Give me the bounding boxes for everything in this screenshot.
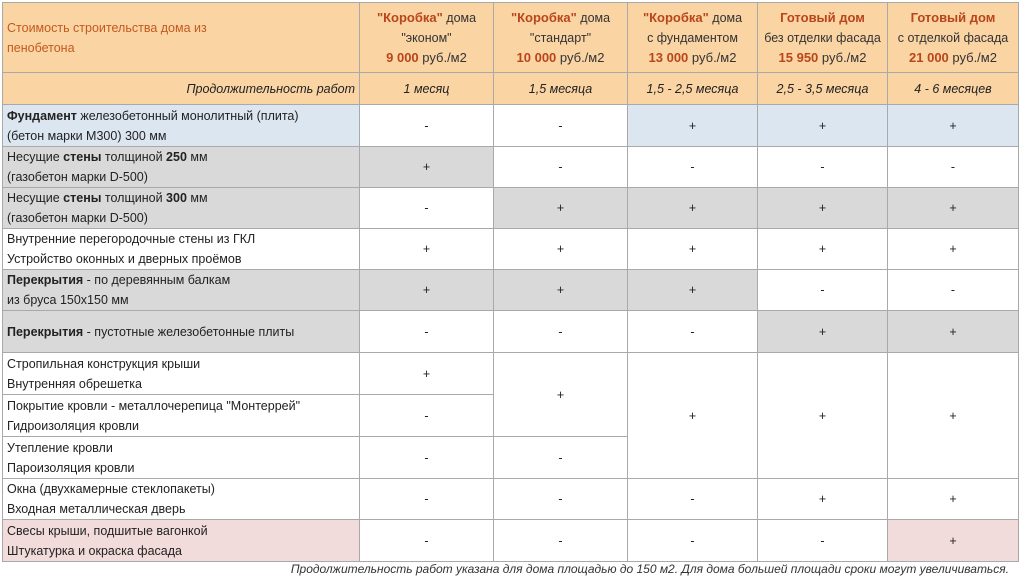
feature-label: Перекрытия - по деревянным балкам из бруса 150х150 мм — [3, 270, 360, 311]
header-row — [3, 3, 1019, 73]
included-mark: + — [628, 229, 758, 270]
column-header-standard: "Коробка" дома "стандарт" 10 000 руб./м2 — [494, 3, 628, 73]
included-mark: + — [360, 353, 494, 395]
feature-label: Покрытие кровли - металлочерепица "Монтеррей" Гидроизоляция кровли — [3, 395, 360, 437]
included-mark: + — [758, 311, 888, 353]
column-header-ready-with-facade: Готовый дом с отделкой фасада 21 000 руб./м2 — [888, 3, 1019, 73]
feature-label: Внутренние перегородочные стены из ГКЛ Устройство оконных и дверных проёмов — [3, 229, 360, 270]
feature-label: Утепление кровли Пароизоляция кровли — [3, 437, 360, 479]
included-mark: + — [888, 520, 1019, 562]
included-mark: - — [494, 479, 628, 520]
included-mark: + — [758, 353, 888, 479]
page-title: Стоимость строительства дома из пенобетона — [3, 3, 360, 73]
included-mark: + — [494, 353, 628, 437]
included-mark: - — [360, 395, 494, 437]
row-windows — [3, 479, 1019, 520]
included-mark: + — [888, 311, 1019, 353]
included-mark: - — [360, 311, 494, 353]
feature-label: Окна (двухкамерные стеклопакеты) Входная металлическая дверь — [3, 479, 360, 520]
included-mark: - — [360, 188, 494, 229]
included-mark: - — [360, 520, 494, 562]
feature-label: Фундамент железобетонный монолитный (плита) (бетон марки М300) 300 мм — [3, 105, 360, 147]
row-walls-250 — [3, 147, 1019, 188]
included-mark: + — [494, 270, 628, 311]
included-mark: - — [758, 147, 888, 188]
included-mark: + — [888, 188, 1019, 229]
feature-label: Перекрытия - пустотные железобетонные плиты — [3, 311, 360, 353]
footnote: Продолжительность работ указана для дома площадью до 150 м2. Для дома большей площади сроки могут увеличиваться. — [290, 562, 1009, 576]
row-walls-300 — [3, 188, 1019, 229]
row-rafters — [3, 353, 1019, 395]
row-floors-wood — [3, 270, 1019, 311]
feature-label: Стропильная конструкция крыши Внутренняя обрешетка — [3, 353, 360, 395]
included-mark: + — [628, 105, 758, 147]
column-header-econom: "Коробка" дома "эконом" 9 000 руб./м2 — [360, 3, 494, 73]
included-mark: - — [628, 311, 758, 353]
included-mark: + — [758, 479, 888, 520]
included-mark: + — [888, 229, 1019, 270]
included-mark: - — [888, 147, 1019, 188]
included-mark: + — [360, 229, 494, 270]
included-mark: - — [360, 105, 494, 147]
row-floors-concrete — [3, 311, 1019, 353]
included-mark: + — [758, 105, 888, 147]
row-partitions — [3, 229, 1019, 270]
included-mark: - — [628, 147, 758, 188]
included-mark: + — [628, 188, 758, 229]
column-header-with-foundation: "Коробка" дома с фундаментом 13 000 руб./м2 — [628, 3, 758, 73]
duration-value: 1 месяц — [360, 73, 494, 105]
included-mark: + — [758, 188, 888, 229]
included-mark: - — [494, 437, 628, 479]
row-foundation — [3, 105, 1019, 147]
included-mark: - — [628, 479, 758, 520]
included-mark: - — [628, 520, 758, 562]
price-table — [2, 2, 1019, 562]
column-header-ready-no-facade: Готовый дом без отделки фасада 15 950 руб./м2 — [758, 3, 888, 73]
included-mark: + — [888, 479, 1019, 520]
included-mark: - — [494, 105, 628, 147]
feature-label: Несущие стены толщиной 300 мм (газобетон марки D-500) — [3, 188, 360, 229]
included-mark: + — [494, 188, 628, 229]
duration-value: 4 - 6 месяцев — [888, 73, 1019, 105]
duration-label: Продолжительность работ — [3, 73, 360, 105]
included-mark: + — [494, 229, 628, 270]
feature-label: Несущие стены толщиной 250 мм (газобетон марки D-500) — [3, 147, 360, 188]
duration-value: 2,5 - 3,5 месяца — [758, 73, 888, 105]
included-mark: - — [360, 437, 494, 479]
included-mark: - — [888, 270, 1019, 311]
feature-label: Свесы крыши, подшитые вагонкой Штукатурка и окраска фасада — [3, 520, 360, 562]
included-mark: + — [758, 229, 888, 270]
included-mark: - — [758, 270, 888, 311]
included-mark: + — [360, 147, 494, 188]
included-mark: + — [888, 353, 1019, 479]
duration-value: 1,5 месяца — [494, 73, 628, 105]
duration-row — [3, 73, 1019, 105]
included-mark: + — [628, 270, 758, 311]
included-mark: - — [758, 520, 888, 562]
included-mark: + — [628, 353, 758, 479]
included-mark: - — [494, 311, 628, 353]
included-mark: - — [360, 479, 494, 520]
included-mark: + — [360, 270, 494, 311]
included-mark: - — [494, 520, 628, 562]
included-mark: - — [494, 147, 628, 188]
included-mark: + — [888, 105, 1019, 147]
duration-value: 1,5 - 2,5 месяца — [628, 73, 758, 105]
row-eaves — [3, 520, 1019, 562]
